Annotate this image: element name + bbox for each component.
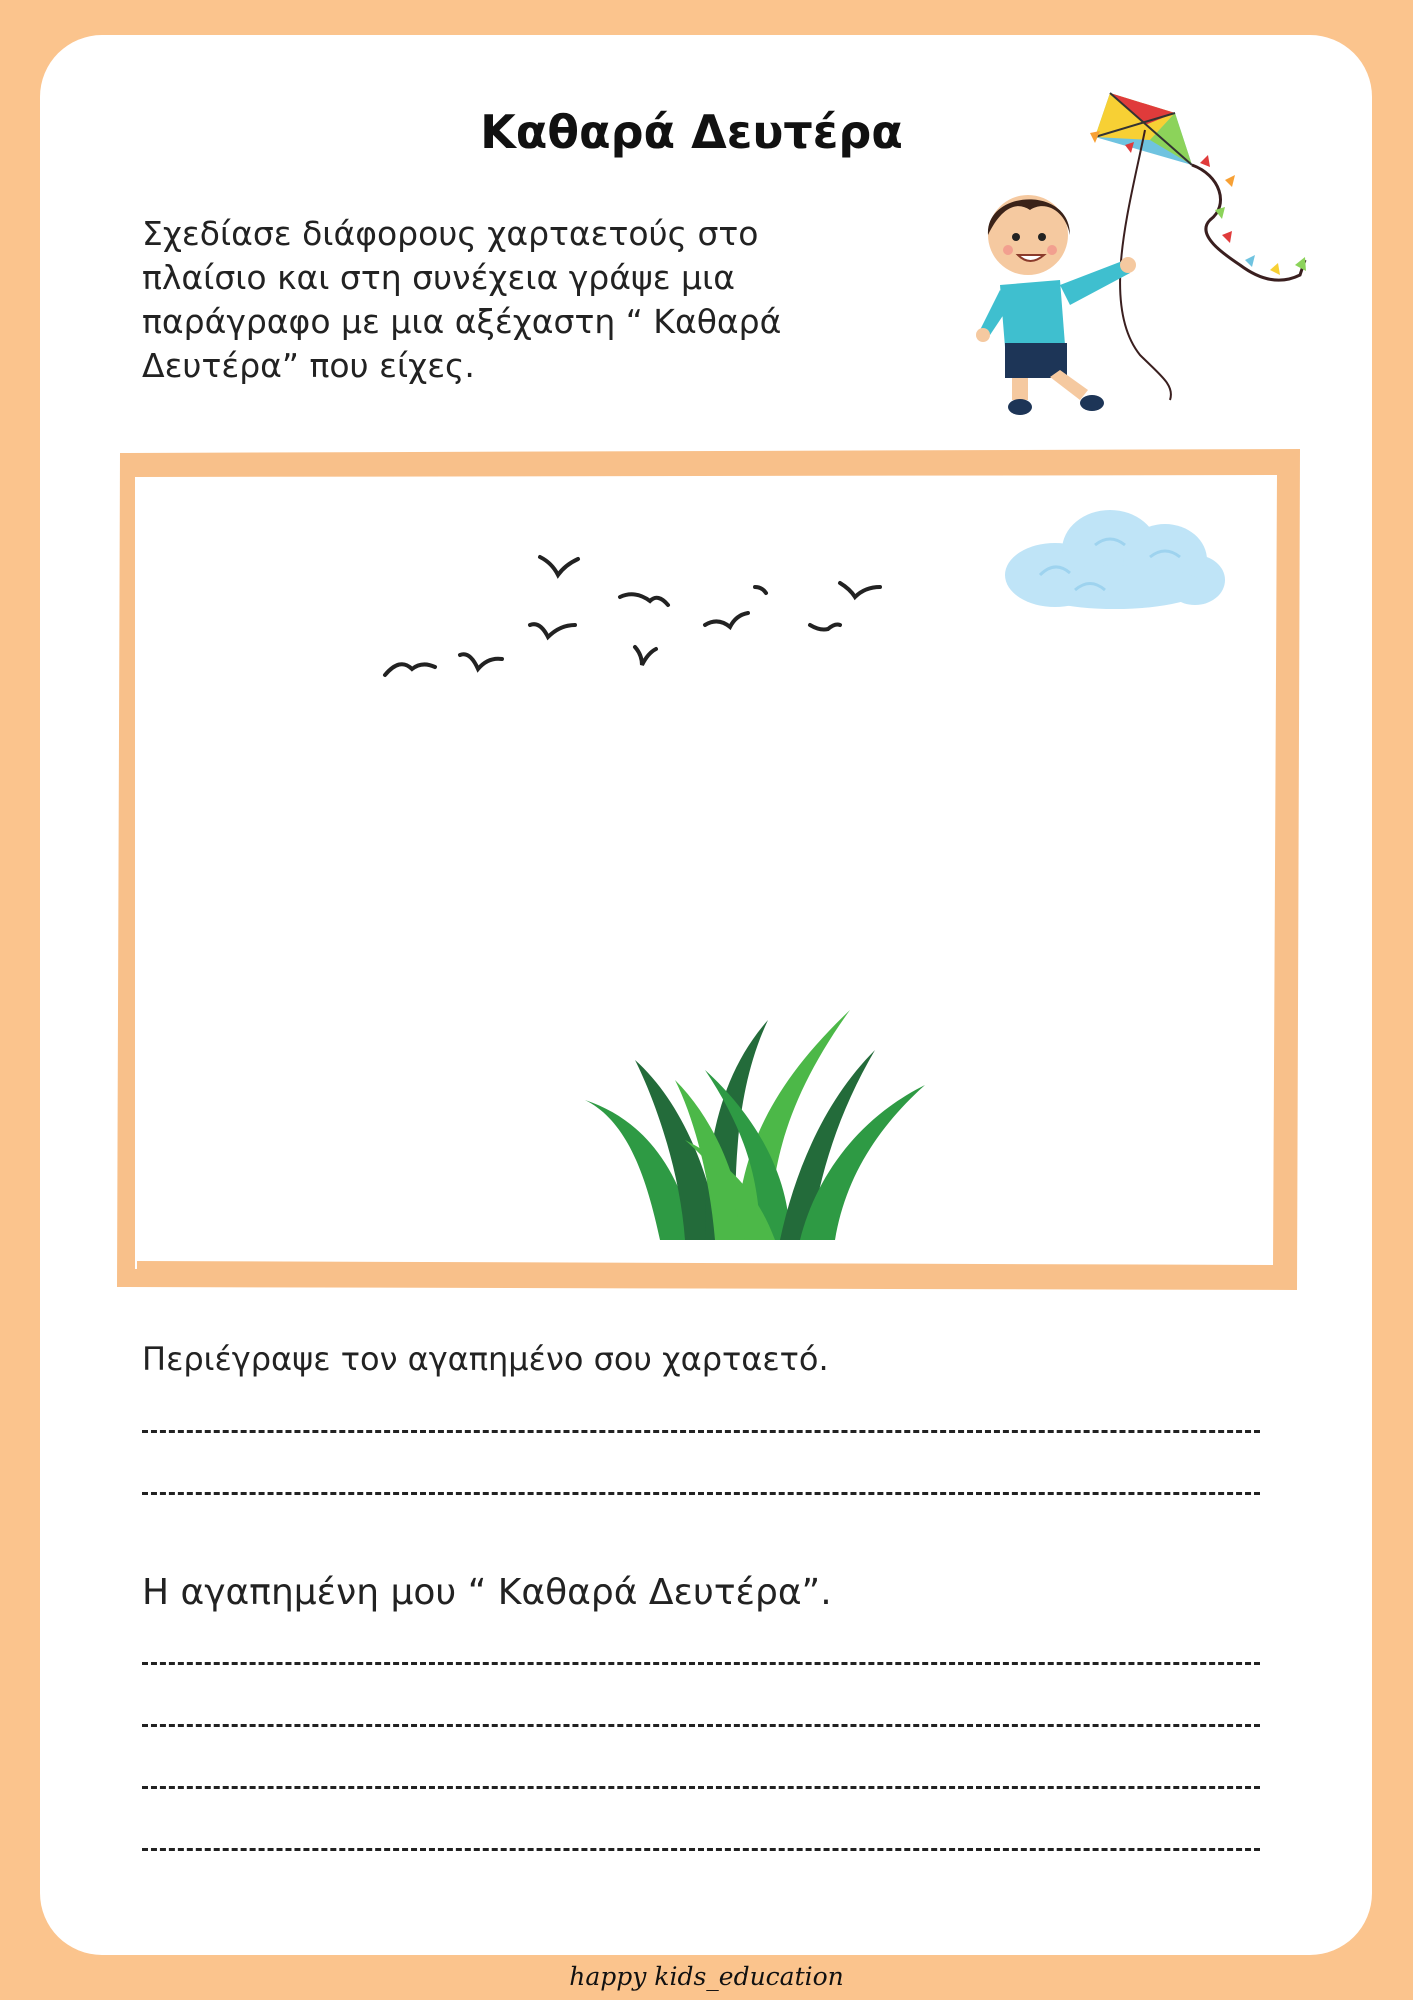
writing-line[interactable]	[142, 1848, 1260, 1851]
kite-icon	[1090, 93, 1306, 400]
bird-flock-icon	[370, 545, 890, 695]
writing-line[interactable]	[142, 1662, 1260, 1665]
page-title: Καθαρά Δευτέρα	[480, 105, 903, 159]
writing-line[interactable]	[142, 1724, 1260, 1727]
cloud-icon	[1000, 505, 1230, 615]
favorite-kite-prompt: Περιέγραψε τον αγαπημένο σου χαρταετό.	[142, 1340, 829, 1378]
writing-line[interactable]	[142, 1492, 1260, 1495]
boy-with-kite-illustration	[960, 85, 1370, 445]
boy-illustration	[976, 195, 1136, 415]
writing-line[interactable]	[142, 1786, 1260, 1789]
instructions-text: Σχεδίασε διάφορους χαρταετούς στο πλαίσιο και στη συνέχεια γράψε μια παράγραφο με μια αξέχαστη “ Καθαρά Δευτέρα” που είχες.	[142, 214, 782, 385]
writing-line[interactable]	[142, 1430, 1260, 1433]
favorite-day-prompt: Η αγαπημένη μου “ Καθαρά Δευτέρα”.	[142, 1572, 832, 1613]
grass-icon	[585, 1010, 935, 1250]
footer-brand: happy kids_education	[569, 1962, 844, 1991]
